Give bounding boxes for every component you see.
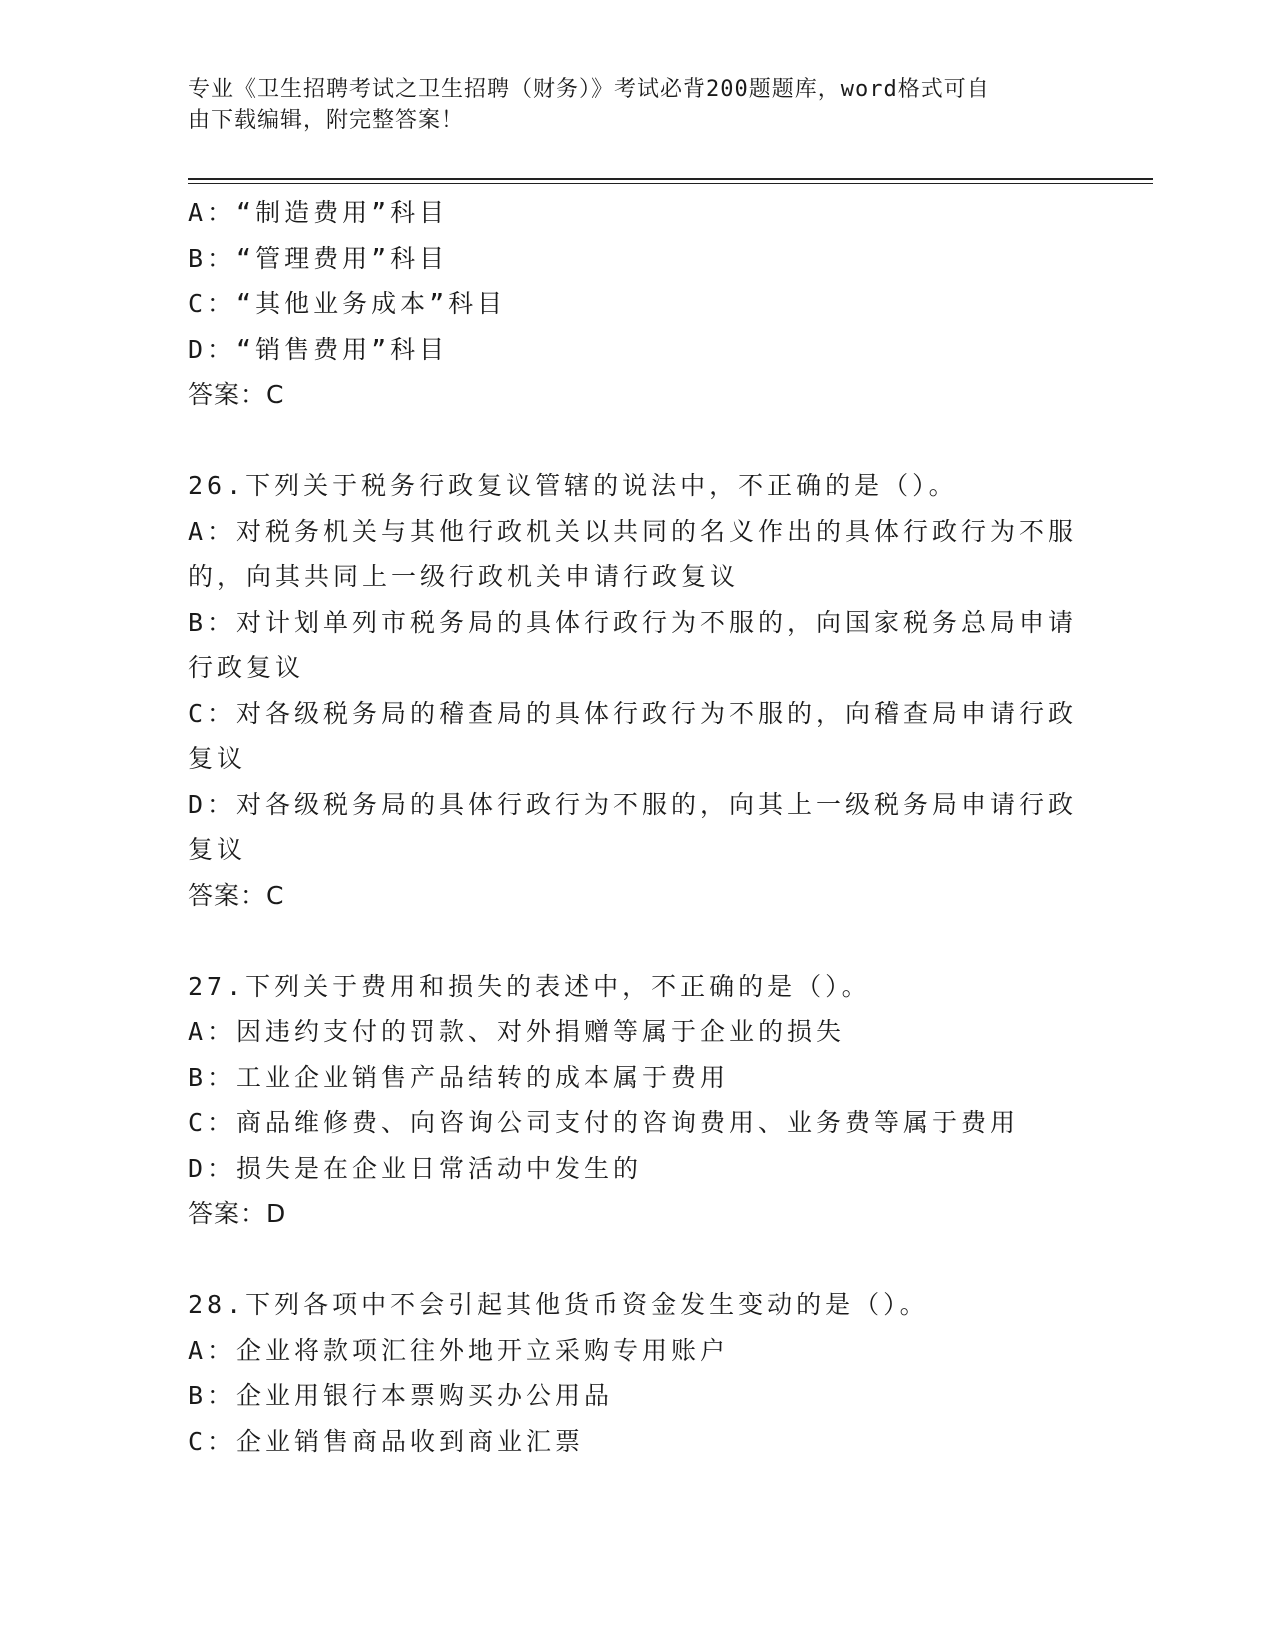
option-d: D：对各级税务局的具体行政行为不服的，向其上一级税务局申请行政 — [188, 789, 1078, 819]
header-line-1: 专业《卫生招聘考试之卫生招聘（财务）》考试必背200题题库，word格式可自 — [188, 77, 990, 102]
option-d-cont: 复议 — [188, 835, 247, 864]
option-a: A：企业将款项汇往外地开立采购专用账户 — [188, 1335, 730, 1365]
header-rule-thin — [188, 183, 1153, 184]
option-a: A：“制造费用”科目 — [188, 198, 449, 227]
option-b-cont: 行政复议 — [188, 653, 305, 682]
spacer — [188, 918, 1088, 964]
option-a-cont: 的，向其共同上一级行政机关申请行政复议 — [188, 562, 740, 591]
question-block-25 — [188, 190, 1088, 418]
option-d: D：“销售费用”科目 — [188, 334, 449, 364]
spacer — [188, 418, 1088, 464]
option-b: B：“管理费用”科目 — [188, 243, 449, 273]
option-c: C：“其他业务成本”科目 — [188, 289, 507, 318]
option-c: C：商品维修费、向咨询公司支付的咨询费用、业务费等属于费用 — [188, 1108, 1020, 1137]
option-c: C：对各级税务局的稽查局的具体行政行为不服的，向稽查局申请行政 — [188, 698, 1078, 728]
question-stem: 27.下列关于费用和损失的表述中，不正确的是（）。 — [188, 971, 871, 1001]
option-c-cont: 复议 — [188, 744, 247, 773]
option-b: B：工业企业销售产品结转的成本属于费用 — [188, 1062, 730, 1092]
option-a: A：因违约支付的罚款、对外捐赠等属于企业的损失 — [188, 1017, 846, 1046]
option-d: D：损失是在企业日常活动中发生的 — [188, 1153, 643, 1183]
question-block-27 — [188, 964, 1088, 1237]
option-c: C：企业销售商品收到商业汇票 — [188, 1426, 585, 1456]
page-header — [188, 74, 1068, 136]
answer: 答案：C — [188, 880, 285, 910]
header-rule-thick — [188, 178, 1153, 180]
question-stem: 28.下列各项中不会引起其他货币资金发生变动的是（）。 — [188, 1290, 929, 1319]
option-b: B：对计划单列市税务局的具体行政行为不服的，向国家税务总局申请 — [188, 607, 1078, 637]
question-list — [188, 190, 1088, 1464]
question-stem: 26.下列关于税务行政复议管辖的说法中，不正确的是（）。 — [188, 471, 958, 500]
question-block-28 — [188, 1282, 1088, 1464]
header-line-2: 由下载编辑，附完整答案！ — [188, 108, 465, 133]
answer: 答案：D — [188, 1199, 287, 1228]
option-b: B：企业用银行本票购买办公用品 — [188, 1381, 614, 1410]
answer: 答案：C — [188, 380, 285, 409]
option-a: A：对税务机关与其他行政机关以共同的名义作出的具体行政行为不服 — [188, 516, 1078, 546]
spacer — [188, 1237, 1088, 1283]
question-block-26 — [188, 463, 1088, 918]
